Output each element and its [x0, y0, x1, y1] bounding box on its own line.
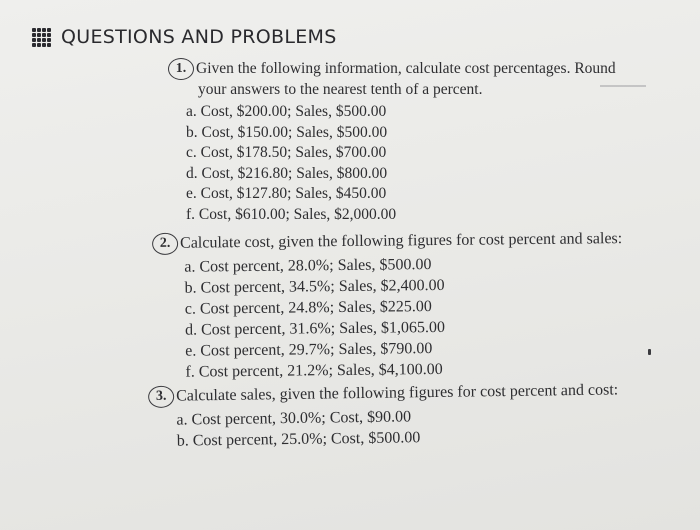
problem-item: e. Cost, $127.80; Sales, $450.00 [186, 185, 387, 202]
question-text-continued: your answers to the nearest tenth of a percent. [198, 81, 483, 98]
question-2 [152, 228, 624, 383]
question-1 [168, 58, 616, 225]
problem-item: a. Cost, $200.00; Sales, $500.00 [186, 103, 387, 120]
problem-item: f. Cost percent, 21.2%; Sales, $4,100.00 [185, 360, 443, 381]
grid-icon [32, 28, 51, 47]
problem-item: a. Cost percent, 30.0%; Cost, $90.00 [176, 408, 412, 429]
problem-item: c. Cost percent, 24.8%; Sales, $225.00 [184, 298, 432, 318]
section-title: QUESTIONS AND PROBLEMS [61, 26, 337, 48]
problem-list [152, 252, 623, 383]
problem-item: f. Cost, $610.00; Sales, $2,000.00 [186, 205, 397, 223]
problem-item: d. Cost percent, 31.6%; Sales, $1,065.00 [184, 318, 446, 339]
problem-item: e. Cost percent, 29.7%; Sales, $790.00 [185, 340, 433, 360]
problem-item: b. Cost percent, 34.5%; Sales, $2,400.00 [184, 276, 445, 297]
problem-item: b. Cost, $150.00; Sales, $500.00 [186, 123, 388, 141]
problem-list [168, 102, 616, 225]
problem-item: b. Cost percent, 25.0%; Cost, $500.00 [176, 429, 421, 450]
question-text: Given the following information, calculate cost percentages. Round [196, 60, 616, 77]
ink-mark [648, 349, 651, 355]
problem-list [148, 403, 619, 452]
question-3 [148, 379, 619, 452]
section-heading [32, 26, 337, 48]
problem-item: a. Cost percent, 28.0%; Sales, $500.00 [184, 256, 432, 276]
question-text: Calculate sales, given the following figures for cost percent and cost: [176, 381, 619, 405]
question-number-circle: 1. [168, 58, 194, 80]
problem-item: d. Cost, $216.80; Sales, $800.00 [186, 164, 388, 182]
question-text: Calculate cost, given the following figures for cost percent and sales: [180, 230, 623, 252]
question-number-circle: 3. [148, 386, 174, 408]
question-number-circle: 2. [152, 233, 178, 255]
problem-item: c. Cost, $178.50; Sales, $700.00 [186, 144, 387, 161]
